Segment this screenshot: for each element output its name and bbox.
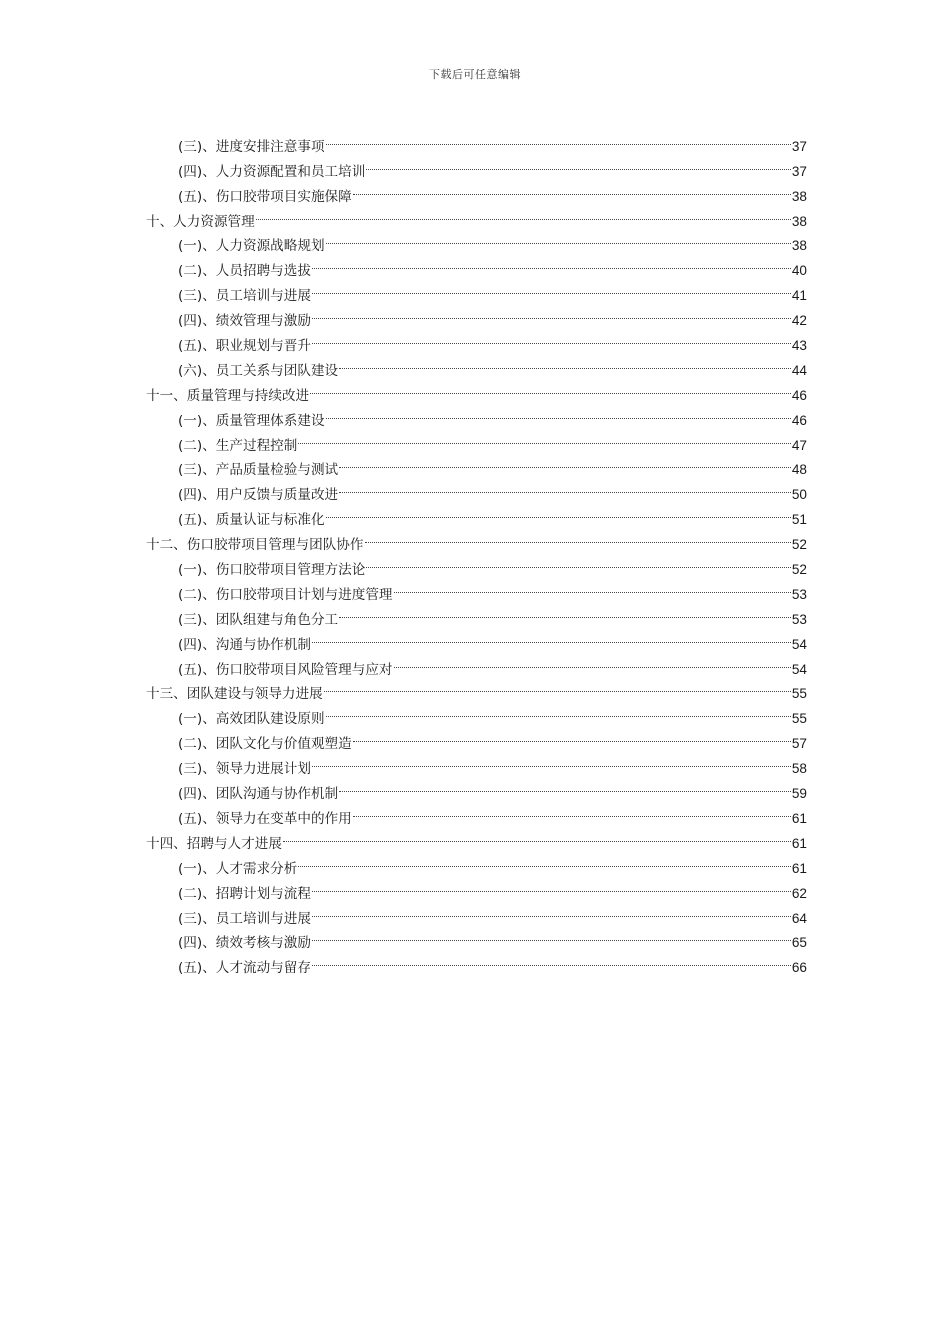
toc-dot-leader xyxy=(326,698,791,723)
toc-entry-title: (五)、质量认证与标准化 xyxy=(178,512,325,529)
toc-entry-title: (五)、伤口胶带项目实施保障 xyxy=(178,188,352,205)
toc-entry-title: (二)、生产过程控制 xyxy=(178,437,298,454)
toc-page-number: 51 xyxy=(791,512,807,528)
toc-entry-title: (二)、招聘计划与流程 xyxy=(178,885,311,902)
toc-entry-title: (三)、领导力进展计划 xyxy=(178,761,311,778)
toc-dot-leader xyxy=(339,350,791,375)
toc-page-number: 65 xyxy=(791,935,807,951)
toc-dot-leader xyxy=(353,176,791,201)
toc-page-number: 37 xyxy=(791,138,807,154)
toc-dot-leader xyxy=(324,674,791,699)
toc-entry-title: (二)、人员招聘与选拔 xyxy=(178,263,311,280)
toc-page-number: 61 xyxy=(791,835,807,851)
toc-entry-title: (三)、员工培训与进展 xyxy=(178,288,311,305)
toc-entry-title: (三)、员工培训与进展 xyxy=(178,910,311,927)
toc-entry-title: 十三、团队建设与领导力进展 xyxy=(146,686,323,703)
toc-entry-title: (四)、用户反馈与质量改进 xyxy=(178,487,339,504)
toc-entry-title: 十二、伤口胶带项目管理与团队协作 xyxy=(146,537,364,554)
toc-page-number: 54 xyxy=(791,661,807,677)
toc-page-number: 62 xyxy=(791,885,807,901)
toc-page-number: 57 xyxy=(791,736,807,752)
toc-entry-title: (二)、团队文化与价值观塑造 xyxy=(178,736,352,753)
toc-dot-leader xyxy=(312,923,791,948)
toc-entry-title: (五)、人才流动与留存 xyxy=(178,960,311,977)
toc-entry-title: (三)、团队组建与角色分工 xyxy=(178,611,339,628)
toc-dot-leader xyxy=(312,947,791,972)
toc-page-number: 53 xyxy=(791,586,807,602)
toc-page-number: 61 xyxy=(791,810,807,826)
toc-page-number: 64 xyxy=(791,910,807,926)
toc-dot-leader xyxy=(339,450,791,475)
toc-dot-leader xyxy=(339,773,791,798)
toc-entry-title: 十、人力资源管理 xyxy=(146,213,255,230)
toc-entry-title: (一)、人力资源战略规划 xyxy=(178,238,325,255)
toc-page-number: 38 xyxy=(791,213,807,229)
toc-dot-leader xyxy=(256,201,791,226)
toc-dot-leader xyxy=(312,624,791,649)
toc-dot-leader xyxy=(353,798,791,823)
toc-dot-leader xyxy=(326,499,791,524)
toc-page-number: 42 xyxy=(791,313,807,329)
toc-entry-title: (一)、高效团队建设原则 xyxy=(178,711,325,728)
toc-entry-title: (二)、伤口胶带项目计划与进度管理 xyxy=(178,586,393,603)
toc-page-number: 43 xyxy=(791,338,807,354)
toc-dot-leader xyxy=(312,873,791,898)
toc-dot-leader xyxy=(326,126,791,151)
toc-entry-title: (四)、人力资源配置和员工培训 xyxy=(178,163,366,180)
toc-entry-title: (四)、绩效考核与激励 xyxy=(178,935,311,952)
toc-dot-leader xyxy=(310,375,791,400)
toc-page-number: 46 xyxy=(791,412,807,428)
toc-entry-title: (四)、绩效管理与激励 xyxy=(178,313,311,330)
toc-dot-leader xyxy=(394,574,791,599)
toc-page-number: 38 xyxy=(791,188,807,204)
toc-page-number: 46 xyxy=(791,387,807,403)
toc-dot-leader xyxy=(394,649,791,674)
toc-page-number: 44 xyxy=(791,362,807,378)
toc-dot-leader xyxy=(326,400,791,425)
toc-section-entry[interactable] xyxy=(146,126,807,155)
toc-entry-title: 十一、质量管理与持续改进 xyxy=(146,387,310,404)
toc-dot-leader xyxy=(353,723,791,748)
toc-page-number: 37 xyxy=(791,163,807,179)
toc-entry-title: (四)、沟通与协作机制 xyxy=(178,636,311,653)
toc-page-number: 59 xyxy=(791,786,807,802)
toc-page-number: 41 xyxy=(791,288,807,304)
toc-page-number: 47 xyxy=(791,437,807,453)
toc-dot-leader xyxy=(339,474,791,499)
toc-dot-leader xyxy=(312,300,791,325)
toc-entry-title: (五)、职业规划与晋升 xyxy=(178,338,311,355)
toc-dot-leader xyxy=(312,250,791,275)
toc-dot-leader xyxy=(283,823,791,848)
toc-page-number: 58 xyxy=(791,761,807,777)
toc-dot-leader xyxy=(312,325,791,350)
toc-page-number: 55 xyxy=(791,711,807,727)
toc-dot-leader xyxy=(339,599,791,624)
toc-entry-title: (六)、员工关系与团队建设 xyxy=(178,362,339,379)
toc-entry-title: (一)、质量管理体系建设 xyxy=(178,412,325,429)
toc-dot-leader xyxy=(298,848,791,873)
toc-page-number: 40 xyxy=(791,263,807,279)
toc-dot-leader xyxy=(326,226,791,251)
toc-page-number: 53 xyxy=(791,611,807,627)
toc-dot-leader xyxy=(312,898,791,923)
toc-page-number: 55 xyxy=(791,686,807,702)
toc-page-number: 52 xyxy=(791,562,807,578)
toc-entry-title: (五)、领导力在变革中的作用 xyxy=(178,810,352,827)
toc-entry-title: (四)、团队沟通与协作机制 xyxy=(178,786,339,803)
toc-entry-title: 十四、招聘与人才进展 xyxy=(146,835,282,852)
table-of-contents xyxy=(146,126,807,977)
toc-page-number: 66 xyxy=(791,960,807,976)
toc-dot-leader xyxy=(366,549,791,574)
toc-dot-leader xyxy=(365,524,791,549)
toc-page-number: 48 xyxy=(791,462,807,478)
toc-page-number: 54 xyxy=(791,636,807,652)
toc-page-number: 61 xyxy=(791,860,807,876)
toc-page-number: 38 xyxy=(791,238,807,254)
toc-page-number: 52 xyxy=(791,537,807,553)
toc-entry-title: (三)、进度安排注意事项 xyxy=(178,138,325,155)
page-header: 下载后可任意编辑 xyxy=(429,68,521,81)
toc-dot-leader xyxy=(298,425,791,450)
toc-entry-title: (一)、人才需求分析 xyxy=(178,860,298,877)
toc-entry-title: (五)、伤口胶带项目风险管理与应对 xyxy=(178,661,393,678)
toc-entry-title: (一)、伤口胶带项目管理方法论 xyxy=(178,562,366,579)
toc-entry-title: (三)、产品质量检验与测试 xyxy=(178,462,339,479)
toc-page-number: 50 xyxy=(791,487,807,503)
toc-dot-leader xyxy=(366,151,791,176)
toc-dot-leader xyxy=(312,275,791,300)
toc-dot-leader xyxy=(312,748,791,773)
